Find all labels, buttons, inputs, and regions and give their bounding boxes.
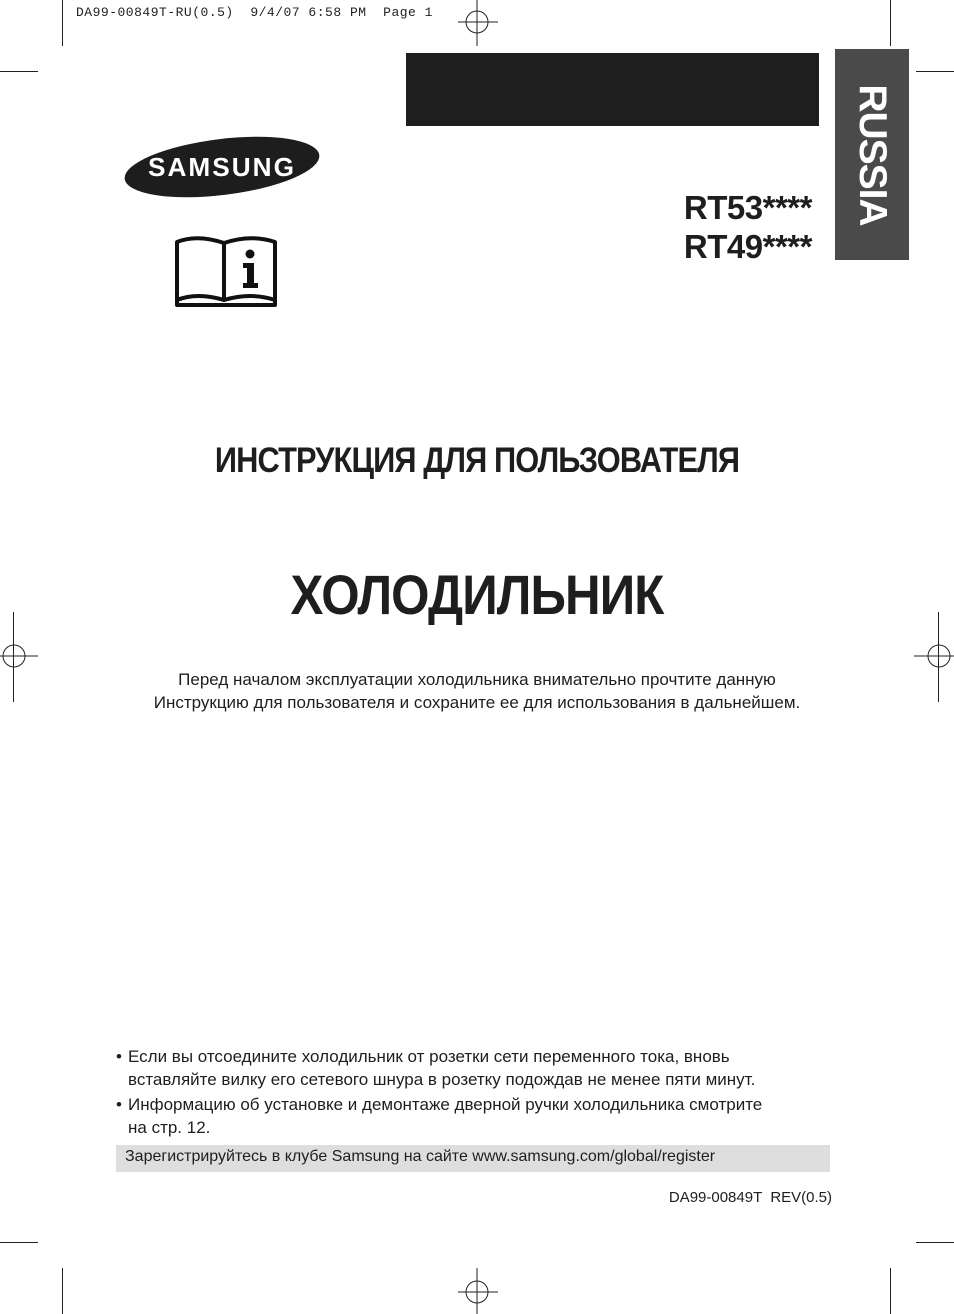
- note-line: Информацию об установке и демонтаже дверной ручки холодильника смотрите: [128, 1095, 763, 1114]
- intro-text: [0, 668, 954, 714]
- intro-line: Перед началом эксплуатации холодильника внимательно прочтите данную: [178, 670, 776, 689]
- registration-mark-icon: [458, 0, 498, 46]
- product-title: ХОЛОДИЛЬНИК: [290, 563, 664, 626]
- model-number: RT49****: [683, 228, 812, 265]
- intro-line: Инструкцию для пользователя и сохраните ее для использования в дальнейшем.: [153, 693, 801, 712]
- registration-mark-icon: [458, 1268, 498, 1314]
- bullet: •: [116, 1047, 122, 1066]
- register-text: Зарегистрируйтесь в клубе Samsung на сайте www.samsung.com/global/register: [125, 1148, 716, 1165]
- note-line: Если вы отсоедините холодильник от розетки сети переменного тока, вновь: [128, 1047, 730, 1066]
- note-item: [116, 1045, 836, 1091]
- print-header: DA99-00849T-RU(0.5) 9/4/07 6:58 PM Page 1: [76, 5, 433, 20]
- country-tab: [835, 49, 909, 260]
- guide-title: ИНСТРУКЦИЯ ДЛЯ ПОЛЬЗОВАТЕЛЯ: [214, 441, 740, 480]
- note-line: вставляйте вилку его сетевого шнура в розетку подождав не менее пяти минут.: [128, 1070, 756, 1089]
- country-tab-label: RUSSIA: [851, 83, 894, 226]
- info-book-icon: [173, 232, 279, 310]
- note-item: [116, 1093, 836, 1139]
- model-list: [600, 188, 812, 266]
- notes-list: [116, 1045, 836, 1141]
- note-line: на стр. 12.: [128, 1118, 211, 1137]
- samsung-logo: [122, 136, 322, 200]
- document-code: DA99-00849T REV(0.5): [668, 1189, 832, 1206]
- model-number: RT53****: [683, 189, 812, 226]
- samsung-logo-text: SAMSUNG: [148, 152, 296, 182]
- bullet: •: [116, 1095, 122, 1114]
- header-black-bar: [406, 53, 819, 126]
- register-banner: [116, 1145, 830, 1172]
